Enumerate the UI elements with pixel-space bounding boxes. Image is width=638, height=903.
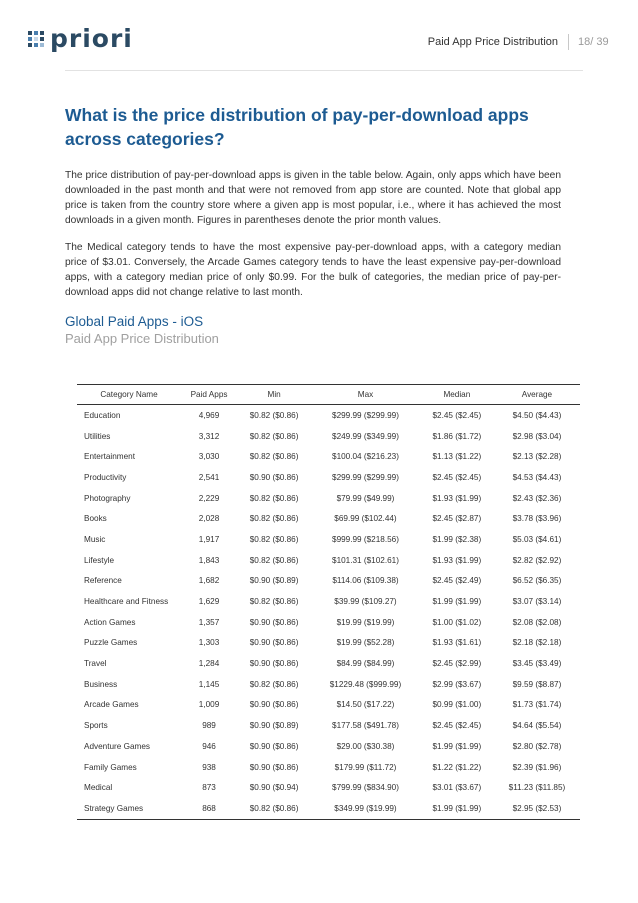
table-row <box>77 798 580 819</box>
cell-category: Family Games <box>84 762 137 772</box>
cell-max: $69.99 ($102.44) <box>334 514 397 524</box>
table-row <box>77 529 580 550</box>
cell-category: Entertainment <box>84 452 135 462</box>
cell-average: $9.59 ($8.87) <box>512 679 562 689</box>
header-divider <box>568 34 569 50</box>
cell-paid-apps: 2,229 <box>198 493 220 503</box>
column-header-category: Category Name <box>77 385 181 405</box>
cell-min: $0.82 ($0.86) <box>237 798 311 819</box>
cell-median: $1.86 ($1.72) <box>432 431 482 441</box>
cell-average: $11.23 ($11.85) <box>508 783 566 793</box>
cell-category: Sports <box>84 721 108 731</box>
header-rule <box>65 70 583 71</box>
cell-max: $114.06 ($109.38) <box>332 576 399 586</box>
cell-max: $799.99 ($834.90) <box>332 783 399 793</box>
intro-paragraph: The price distribution of pay-per-download apps is given in the table below. Again, only apps which have been downloaded in the past month and that were not removed from app store are counted. Note that global app price is taken from the country store where a given app is most popular, i.e., where it has achieved the most downloads in a given month. Figures in parentheses denote the prior month values. <box>65 170 561 226</box>
table-row <box>77 736 580 757</box>
cell-average: $1.73 ($1.74) <box>512 700 562 710</box>
cell-paid-apps: 3,312 <box>198 431 220 441</box>
cell-max: $249.99 ($349.99) <box>332 431 399 441</box>
cell-min: $0.90 ($0.86) <box>249 472 299 482</box>
cell-paid-apps: 1,357 <box>198 617 220 627</box>
table-header-row <box>77 385 580 405</box>
cell-median: $2.45 ($2.45) <box>432 410 482 420</box>
table-row <box>77 674 580 695</box>
cell-category: Lifestyle <box>84 555 115 565</box>
table-row <box>77 777 580 798</box>
cell-category: Puzzle Games <box>84 638 138 648</box>
cell-paid-apps: 1,843 <box>198 555 220 565</box>
cell-max: $39.99 ($109.27) <box>334 597 397 607</box>
cell-max: $177.58 ($491.78) <box>332 721 399 731</box>
cell-paid-apps: 1,303 <box>198 638 220 648</box>
cell-min: $0.82 ($0.86) <box>249 431 299 441</box>
cell-min: $0.90 ($0.86) <box>249 700 299 710</box>
cell-category: Utilities <box>84 431 111 441</box>
cell-paid-apps: 3,030 <box>198 452 220 462</box>
cell-median: $1.00 ($1.02) <box>432 617 482 627</box>
logo-square <box>34 37 38 41</box>
cell-category: Books <box>84 514 107 524</box>
cell-median: $0.99 ($1.00) <box>432 700 482 710</box>
cell-average: $2.13 ($2.28) <box>512 452 562 462</box>
column-header-average: Average <box>494 385 580 405</box>
logo-square <box>34 31 38 35</box>
logo-square <box>28 31 32 35</box>
cell-average: $3.07 ($3.14) <box>512 597 562 607</box>
cell-min: $0.82 ($0.86) <box>249 534 299 544</box>
cell-category: Reference <box>84 576 122 586</box>
cell-min: $0.90 ($0.86) <box>249 659 299 669</box>
cell-min: $0.90 ($0.86) <box>249 741 299 751</box>
cell-average: $2.18 ($2.18) <box>512 638 562 648</box>
cell-median: $1.13 ($1.22) <box>432 452 482 462</box>
cell-category: Healthcare and Fitness <box>84 597 169 607</box>
cell-min: $0.90 ($0.89) <box>249 576 299 586</box>
table-row <box>77 571 580 592</box>
cell-paid-apps: 1,629 <box>198 597 220 607</box>
analysis-paragraph: The Medical category tends to have the most expensive pay-per-download apps, with a category median price of $3.01. Conversely, the Arcade Games category tends to have the least expensive pay-per-download apps, with a category median price of only $0.99. For the bulk of categories, the median price of pay-per-download apps did not change relative to last month. <box>65 242 561 298</box>
page-number: 18/ 39 <box>578 36 609 48</box>
cell-median: $1.99 ($1.99) <box>432 741 482 751</box>
section-subtitle: Paid App Price Distribution <box>65 331 219 346</box>
cell-median: $2.45 ($2.99) <box>432 659 482 669</box>
cell-median: $1.99 ($2.38) <box>432 534 482 544</box>
cell-min: $0.82 ($0.86) <box>249 555 299 565</box>
cell-median: $2.45 ($2.45) <box>432 721 482 731</box>
table-row <box>77 653 580 674</box>
logo-square <box>28 37 32 41</box>
cell-median: $1.99 ($1.99) <box>432 597 482 607</box>
cell-category: Strategy Games <box>77 798 181 819</box>
logo-square <box>34 43 38 47</box>
cell-median: $1.99 ($1.99) <box>420 798 494 819</box>
logo-square <box>40 43 44 47</box>
document-title: Paid App Price Distribution <box>427 36 558 48</box>
cell-paid-apps: 1,145 <box>198 679 220 689</box>
cell-median: $1.93 ($1.99) <box>432 555 482 565</box>
logo-square <box>40 37 44 41</box>
cell-paid-apps: 1,917 <box>198 534 220 544</box>
cell-max: $100.04 ($216.23) <box>332 452 399 462</box>
cell-min: $0.82 ($0.86) <box>249 514 299 524</box>
cell-category: Productivity <box>84 472 127 482</box>
cell-category: Arcade Games <box>84 700 139 710</box>
cell-min: $0.90 ($0.94) <box>249 783 299 793</box>
cell-min: $0.82 ($0.86) <box>249 493 299 503</box>
cell-min: $0.90 ($0.86) <box>249 638 299 648</box>
cell-category: Photography <box>84 493 131 503</box>
page-header <box>0 0 638 75</box>
cell-paid-apps: 946 <box>202 741 216 751</box>
cell-paid-apps: 1,682 <box>198 576 220 586</box>
cell-category: Adventure Games <box>84 741 150 751</box>
cell-average: $2.82 ($2.92) <box>512 555 562 565</box>
cell-max: $299.99 ($299.99) <box>332 410 399 420</box>
table-row <box>77 467 580 488</box>
cell-paid-apps: 868 <box>181 798 237 819</box>
cell-average: $5.03 ($4.61) <box>512 534 562 544</box>
cell-paid-apps: 938 <box>202 762 216 772</box>
column-header-max: Max <box>311 385 420 405</box>
cell-average: $3.45 ($3.49) <box>512 659 562 669</box>
cell-max: $84.99 ($84.99) <box>336 659 395 669</box>
cell-paid-apps: 2,541 <box>198 472 220 482</box>
cell-paid-apps: 4,969 <box>198 410 220 420</box>
main-content <box>65 103 561 347</box>
cell-min: $0.90 ($0.86) <box>249 762 299 772</box>
cell-average: $6.52 ($6.35) <box>512 576 562 586</box>
cell-max: $79.99 ($49.99) <box>336 493 395 503</box>
cell-category: Business <box>84 679 118 689</box>
cell-median: $3.01 ($3.67) <box>432 783 482 793</box>
cell-average: $2.80 ($2.78) <box>512 741 562 751</box>
section-title: Global Paid Apps - iOS <box>65 314 204 329</box>
cell-average: $2.43 ($2.36) <box>512 493 562 503</box>
table-row <box>77 695 580 716</box>
cell-max: $101.31 ($102.61) <box>332 555 399 565</box>
logo-square <box>40 31 44 35</box>
cell-average: $4.53 ($4.43) <box>512 472 562 482</box>
table-body <box>77 405 580 820</box>
cell-median: $2.99 ($3.67) <box>432 679 482 689</box>
cell-average: $4.50 ($4.43) <box>512 410 562 420</box>
column-header-paid-apps: Paid Apps <box>181 385 237 405</box>
cell-max: $999.99 ($218.56) <box>332 534 399 544</box>
table-row <box>77 550 580 571</box>
cell-paid-apps: 2,028 <box>198 514 220 524</box>
column-header-min: Min <box>237 385 311 405</box>
cell-paid-apps: 873 <box>202 783 216 793</box>
cell-min: $0.82 ($0.86) <box>249 410 299 420</box>
table-row <box>77 446 580 467</box>
cell-category: Music <box>84 534 106 544</box>
column-header-median: Median <box>420 385 494 405</box>
cell-average: $3.78 ($3.96) <box>512 514 562 524</box>
cell-median: $2.45 ($2.87) <box>432 514 482 524</box>
cell-median: $1.93 ($1.61) <box>432 638 482 648</box>
cell-min: $0.82 ($0.86) <box>249 452 299 462</box>
cell-max: $14.50 ($17.22) <box>336 700 395 710</box>
table-row <box>77 426 580 447</box>
cell-median: $1.93 ($1.99) <box>432 493 482 503</box>
cell-max: $19.99 ($19.99) <box>336 617 395 627</box>
table-row <box>77 591 580 612</box>
cell-category: Travel <box>84 659 107 669</box>
cell-max: $19.99 ($52.28) <box>336 638 395 648</box>
logo-square <box>28 43 32 47</box>
cell-category: Action Games <box>84 617 136 627</box>
table-row <box>77 757 580 778</box>
table-row <box>77 488 580 509</box>
cell-max: $29.00 ($30.38) <box>336 741 395 751</box>
price-distribution-table <box>77 384 580 820</box>
table-row <box>77 715 580 736</box>
cell-max: $1229.48 ($999.99) <box>329 679 402 689</box>
cell-median: $2.45 ($2.49) <box>432 576 482 586</box>
cell-median: $1.22 ($1.22) <box>432 762 482 772</box>
cell-average: $2.98 ($3.04) <box>512 431 562 441</box>
cell-paid-apps: 1,009 <box>198 700 220 710</box>
table-row <box>77 405 580 426</box>
cell-min: $0.82 ($0.86) <box>249 679 299 689</box>
logo-text: priori <box>50 24 133 53</box>
cell-average: $2.39 ($1.96) <box>512 762 562 772</box>
cell-max: $179.99 ($11.72) <box>334 762 397 772</box>
cell-min: $0.90 ($0.89) <box>249 721 299 731</box>
priori-logo <box>28 26 133 51</box>
cell-paid-apps: 989 <box>202 721 216 731</box>
cell-min: $0.90 ($0.86) <box>249 617 299 627</box>
cell-min: $0.82 ($0.86) <box>249 597 299 607</box>
cell-paid-apps: 1,284 <box>198 659 220 669</box>
table-row <box>77 612 580 633</box>
cell-average: $2.08 ($2.08) <box>512 617 562 627</box>
cell-max: $299.99 ($299.99) <box>332 472 399 482</box>
cell-category: Education <box>84 410 121 420</box>
cell-category: Medical <box>84 783 113 793</box>
cell-median: $2.45 ($2.45) <box>432 472 482 482</box>
table-row <box>77 508 580 529</box>
cell-max: $349.99 ($19.99) <box>311 798 420 819</box>
cell-average: $2.95 ($2.53) <box>494 798 580 819</box>
table-row <box>77 633 580 654</box>
cell-average: $4.64 ($5.54) <box>512 721 562 731</box>
logo-grid-icon <box>28 31 44 47</box>
page-title: What is the price distribution of pay-per-download apps across categories? <box>65 105 529 149</box>
